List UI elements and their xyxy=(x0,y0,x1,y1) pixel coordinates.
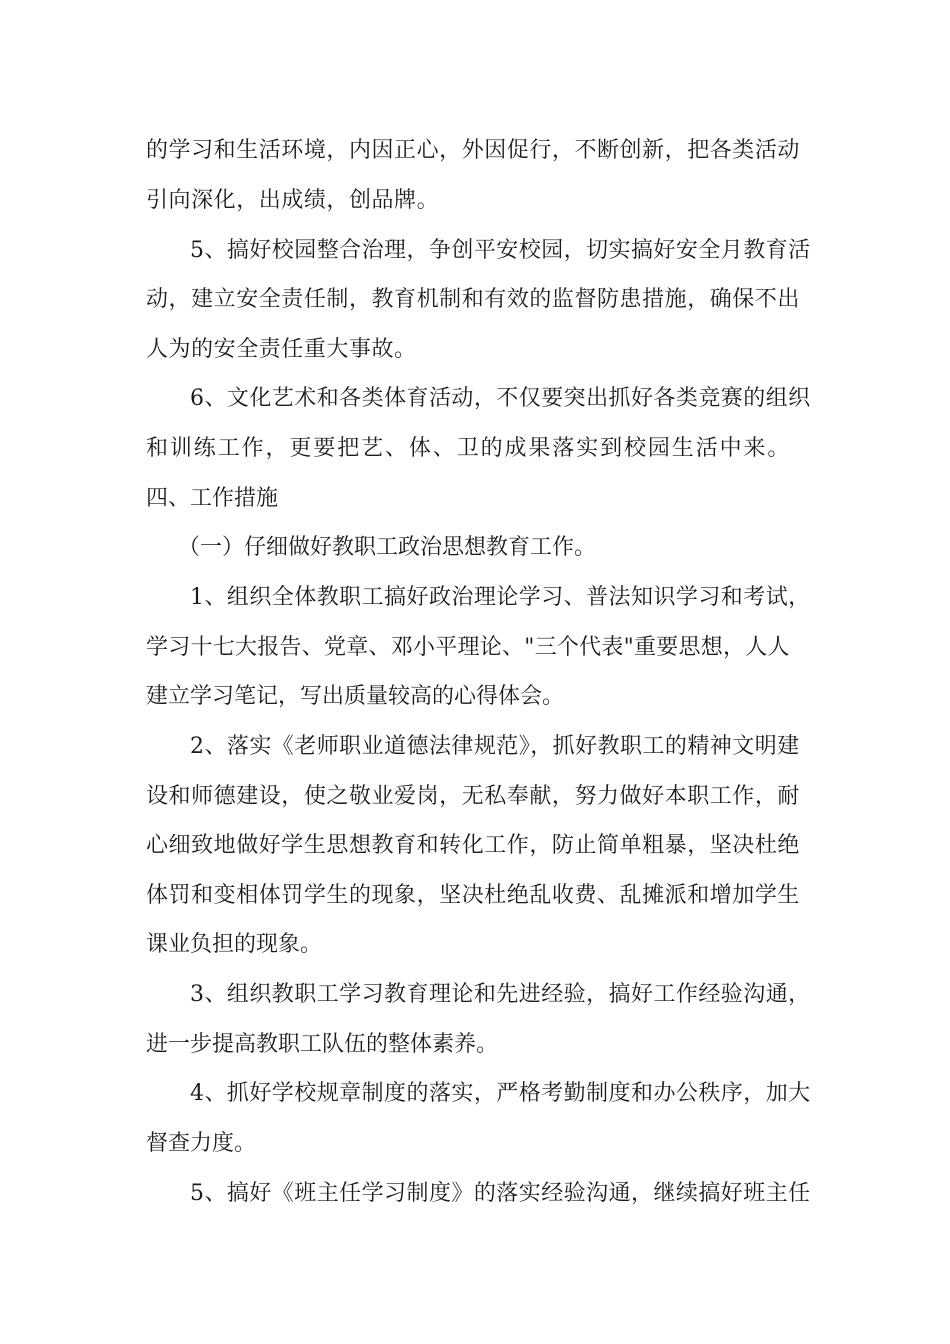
text-line: 5、搞好《班主任学习制度》的落实经验沟通，继续搞好班主任 xyxy=(190,1181,811,1206)
text-line: 督查力度。 xyxy=(146,1131,257,1156)
text-line: 人为的安全责任重大事故。 xyxy=(146,337,417,362)
text-line: 的学习和生活环境，内因正心，外因促行，不断创新，把各类活动 xyxy=(146,138,800,163)
text-line: 3、组织教职工学习教育理论和先进经验，搞好工作经验沟通， xyxy=(190,982,811,1007)
subsection-heading: （一）仔细做好教职工政治思想教育工作。 xyxy=(178,535,597,560)
text-line: 课业负担的现象。 xyxy=(146,932,323,957)
text-line: 设和师德建设，使之敬业爱岗，无私奉献，努力做好本职工作，耐 xyxy=(146,784,800,809)
text-line: 5、搞好校园整合治理，争创平安校园，切实搞好安全月教育活 xyxy=(190,238,811,263)
text-line: 动，建立安全责任制，教育机制和有效的监督防患措施，确保不出 xyxy=(146,287,800,312)
text-line: 体罚和变相体罚学生的现象，坚决杜绝乱收费、乱摊派和增加学生 xyxy=(146,883,800,908)
text-line: 和训练工作，更要把艺、体、卫的成果落实到校园生活中来。 xyxy=(146,436,792,461)
section-heading: 四、工作措施 xyxy=(146,486,279,511)
text-line: 进一步提高教职工队伍的整体素养。 xyxy=(146,1032,499,1057)
text-line: 学习十七大报告、党章、邓小平理论、"三个代表"重要思想，人人 xyxy=(146,635,790,660)
text-line: 建立学习笔记，写出质量较高的心得体会。 xyxy=(146,684,565,709)
text-line: 4、抓好学校规章制度的落实，严格考勤制度和办公秩序，加大 xyxy=(190,1081,811,1106)
text-line: 心细致地做好学生思想教育和转化工作，防止简单粗暴，坚决杜绝 xyxy=(146,833,800,858)
text-line: 1、组织全体教职工搞好政治理论学习、普法知识学习和考试， xyxy=(190,585,811,610)
text-line: 6、文化艺术和各类体育活动，不仅要突出抓好各类竞赛的组织 xyxy=(190,386,811,411)
text-line: 引向深化，出成绩，创品牌。 xyxy=(146,188,440,213)
text-line: 2、落实《老师职业道德法律规范》，抓好教职工的精神文明建 xyxy=(190,734,800,759)
